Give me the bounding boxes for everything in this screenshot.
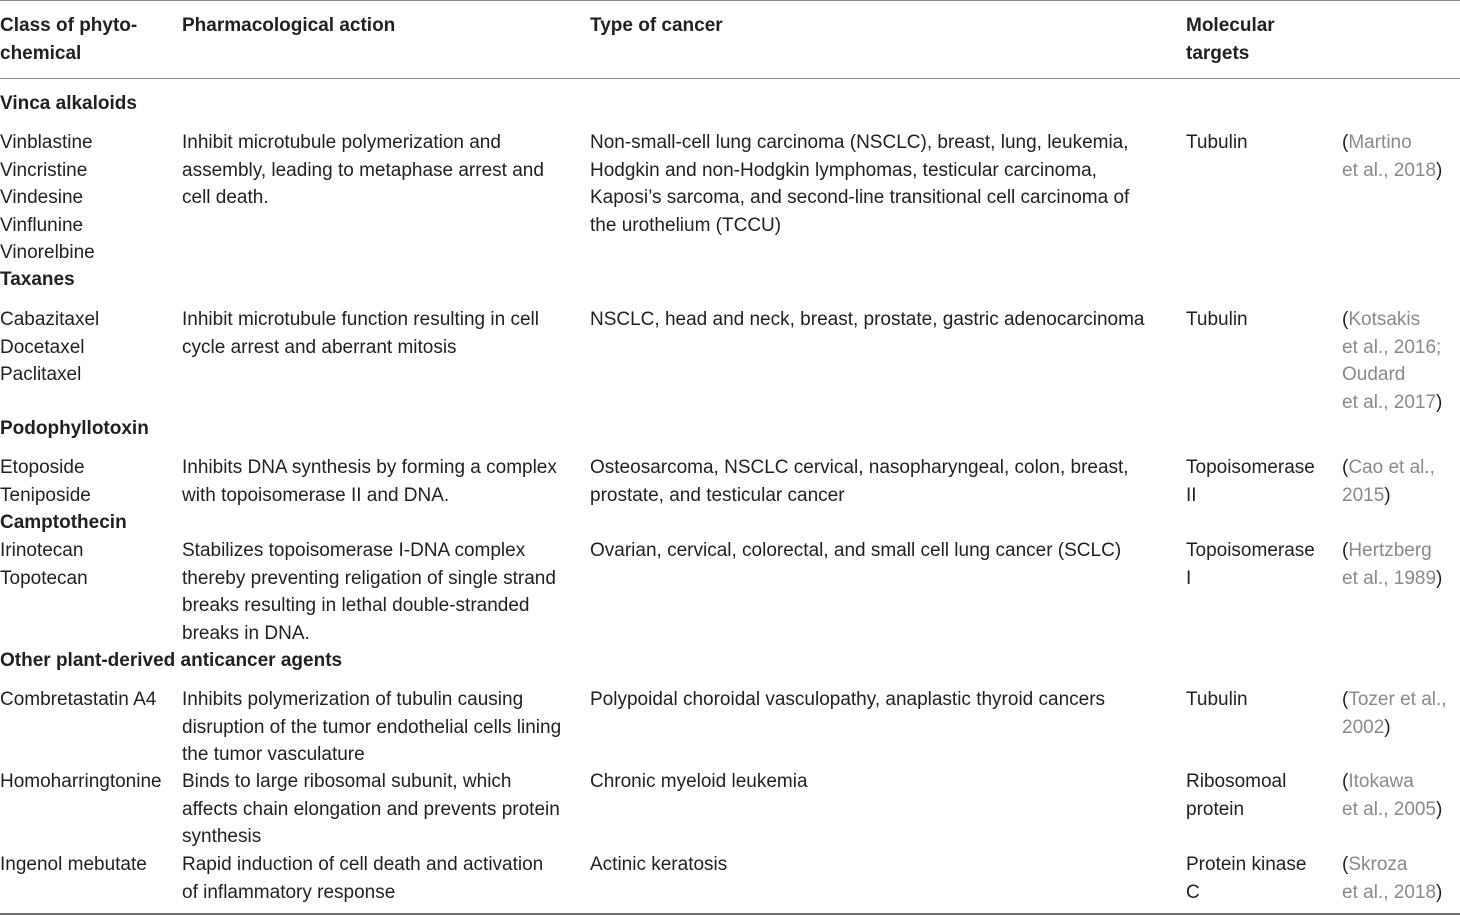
target-line: protein [1186,798,1245,820]
target-line: Tubulin [1186,309,1248,330]
ref-line: (Skroza [1342,854,1408,875]
cancer-line: Non-small-cell lung carcinoma (NSCLC), breast, lung, leukemia, [590,132,1129,153]
target-line: I [1186,567,1192,589]
action-taxanes [182,306,582,361]
ref-ingenol[interactable] [1342,851,1460,906]
action-line: Inhibit microtubule function resulting in cell [182,309,539,330]
cancer-line: Ovarian, cervical, colorectal, and small cell lung cancer (SCLC) [590,540,1122,561]
cancer-line: prostate, and testicular cancer [590,484,845,506]
ref-link[interactable]: Skroza [1348,854,1408,875]
ref-link[interactable]: et al., 2005 [1342,798,1437,820]
compound-name: Topotecan [0,567,88,589]
ref-line: (Tozer et al., [1342,689,1447,710]
ref-link[interactable]: et al., 2016; [1342,336,1442,358]
action-line: disruption of the tumor endothelial cells lining [182,716,562,738]
compound-name: Homoharringtonine [0,771,162,792]
target-line: Ribosomoal [1186,771,1287,792]
cancer-homoharringtonine [590,768,1175,796]
section-title-taxanes: Taxanes [0,269,75,290]
action-podophyllotoxin [182,454,582,509]
ref-combretastatin[interactable] [1342,686,1460,741]
compound-name: Vinorelbine [0,242,95,263]
compound-name: Vinblastine [0,132,93,153]
ref-line: (Hertzberg [1342,540,1432,561]
ref-camptothecin[interactable] [1342,537,1460,592]
ref-line: et al., 2018) [1342,881,1443,903]
ref-line [1342,334,1460,362]
compounds-camptothecin [0,537,175,592]
ref-line: et al., 1989) [1342,567,1443,589]
header-cancer: Type of cancer [590,15,723,36]
cancer-line: NSCLC, head and neck, breast, prostate, gastric adenocarcinoma [590,309,1145,330]
cancer-line: Chronic myeloid leukemia [590,771,808,792]
ref-line: 2015) [1342,484,1391,506]
action-line: thereby preventing religation of single strand [182,567,556,589]
section-title-vinca: Vinca alkaloids [0,93,137,114]
ref-line [1342,361,1460,389]
header-action: Pharmacological action [182,15,396,36]
action-line: breaks in DNA. [182,622,310,644]
action-line: Inhibits DNA synthesis by forming a complex [182,457,557,478]
ref-link[interactable]: 2002 [1342,716,1385,738]
compounds-homoharringtonine [0,768,175,796]
table-bottom-rule [0,913,1460,915]
compounds-taxanes [0,306,175,389]
compounds-ingenol [0,851,175,879]
ref-line: et al., 2018) [1342,159,1443,181]
ref-line: (Martino [1342,132,1412,153]
compounds-podophyllotoxin [0,454,175,509]
ref-vinca[interactable] [1342,129,1460,184]
action-line: of inflammatory response [182,881,396,903]
compound-name: Etoposide [0,457,85,478]
action-vinca [182,129,582,212]
compound-name: Irinotecan [0,540,84,561]
compound-name: Ingenol mebutate [0,854,147,875]
compounds-combretastatin [0,686,175,714]
cancer-line: Actinic keratosis [590,854,728,875]
compound-name: Cabazitaxel [0,309,100,330]
target-line: Topoisomerase [1186,540,1315,561]
cancer-combretastatin [590,686,1175,714]
target-ingenol [1186,851,1336,906]
header-targets-line2: targets [1186,42,1250,64]
target-line: Protein kinase [1186,854,1307,875]
action-camptothecin [182,537,582,647]
cancer-line: Polypoidal choroidal vasculopathy, anaplastic thyroid cancers [590,689,1106,710]
cancer-podophyllotoxin [590,454,1175,509]
ref-line: et al., 2017) [1342,391,1443,413]
ref-link[interactable]: et al., 2018 [1342,881,1437,903]
target-line: Topoisomerase [1186,457,1315,478]
header-class-line1: Class of phyto- [0,15,138,36]
ref-link[interactable]: et al., 1989 [1342,567,1437,589]
target-podophyllotoxin [1186,454,1336,509]
ref-link[interactable]: Martino [1348,132,1412,153]
compound-name: Vincristine [0,159,88,181]
action-line: Stabilizes topoisomerase I-DNA complex [182,540,526,561]
action-ingenol [182,851,582,906]
ref-link[interactable]: 2015 [1342,484,1385,506]
header-class-line2: chemical [0,42,82,64]
ref-link[interactable]: et al., 2018 [1342,159,1437,181]
ref-line: et al., 2005) [1342,798,1443,820]
cancer-vinca [590,129,1175,239]
action-line: Inhibits polymerization of tubulin causing [182,689,524,710]
ref-taxanes[interactable] [1342,306,1460,416]
header-class [0,12,175,67]
cancer-taxanes [590,306,1175,334]
ref-link[interactable]: Itokawa [1348,771,1414,792]
target-line: Tubulin [1186,689,1248,710]
header-rule [0,78,1460,79]
action-line: the tumor vasculature [182,744,365,765]
compound-name: Paclitaxel [0,364,82,385]
compounds-vinca [0,129,175,267]
ref-link[interactable]: Hertzberg [1348,540,1432,561]
ref-link[interactable]: Cao et al., [1348,457,1435,478]
action-line: with topoisomerase II and DNA. [182,484,450,506]
cancer-ingenol [590,851,1175,879]
cancer-line: Hodgkin and non-Hodgkin lymphomas, testicular carcinoma, [590,159,1097,181]
compound-name: Docetaxel [0,336,85,358]
target-combretastatin [1186,686,1336,714]
header-targets [1186,12,1336,67]
target-taxanes [1186,306,1336,334]
action-line: breaks resulting in lethal double-stranded [182,595,530,616]
action-line: cell death. [182,187,269,208]
action-line: Inhibit microtubule polymerization and [182,132,501,153]
section-title-other: Other plant-derived anticancer agents [0,650,343,671]
compound-name: Vinflunine [0,214,84,236]
action-line: assembly, leading to metaphase arrest and [182,159,544,181]
action-line: Rapid induction of cell death and activation [182,854,544,875]
section-title-podophyllotoxin: Podophyllotoxin [0,418,149,439]
action-line: cycle arrest and aberrant mitosis [182,336,457,358]
ref-line: 2002) [1342,716,1391,738]
ref-link[interactable]: et al., 2017 [1342,391,1437,413]
section-title-camptothecin: Camptothecin [0,512,127,533]
target-camptothecin [1186,537,1336,592]
target-line: Tubulin [1186,132,1248,153]
header-targets-line1: Molecular [1186,15,1275,36]
ref-line: (Cao et al., [1342,457,1435,478]
target-line: II [1186,484,1197,506]
ref-link[interactable]: Kotsakis [1348,309,1421,330]
action-line: Binds to large ribosomal subunit, which [182,771,512,792]
cancer-line: Kaposi’s sarcoma, and second-line transitional cell carcinoma of [590,187,1130,208]
ref-link[interactable]: Tozer et al., [1348,689,1447,710]
cancer-line: the urothelium (TCCU) [590,214,782,236]
action-homoharringtonine [182,768,582,851]
compound-name: Teniposide [0,484,91,506]
compound-name: Combretastatin A4 [0,689,157,710]
table-top-rule [0,0,1460,1]
ref-podophyllotoxin[interactable] [1342,454,1460,509]
action-combretastatin [182,686,582,769]
ref-line: (Kotsakis [1342,309,1421,330]
target-vinca [1186,129,1336,157]
ref-homoharringtonine[interactable] [1342,768,1460,823]
action-line: affects chain elongation and prevents protein [182,798,560,820]
target-line: C [1186,881,1200,903]
ref-line: (Itokawa [1342,771,1414,792]
action-line: synthesis [182,826,262,847]
target-homoharringtonine [1186,768,1336,823]
cancer-line: Osteosarcoma, NSCLC cervical, nasopharyngeal, colon, breast, [590,457,1129,478]
ref-link[interactable]: Oudard [1342,364,1406,385]
compound-name: Vindesine [0,187,84,208]
cancer-camptothecin [590,537,1175,565]
